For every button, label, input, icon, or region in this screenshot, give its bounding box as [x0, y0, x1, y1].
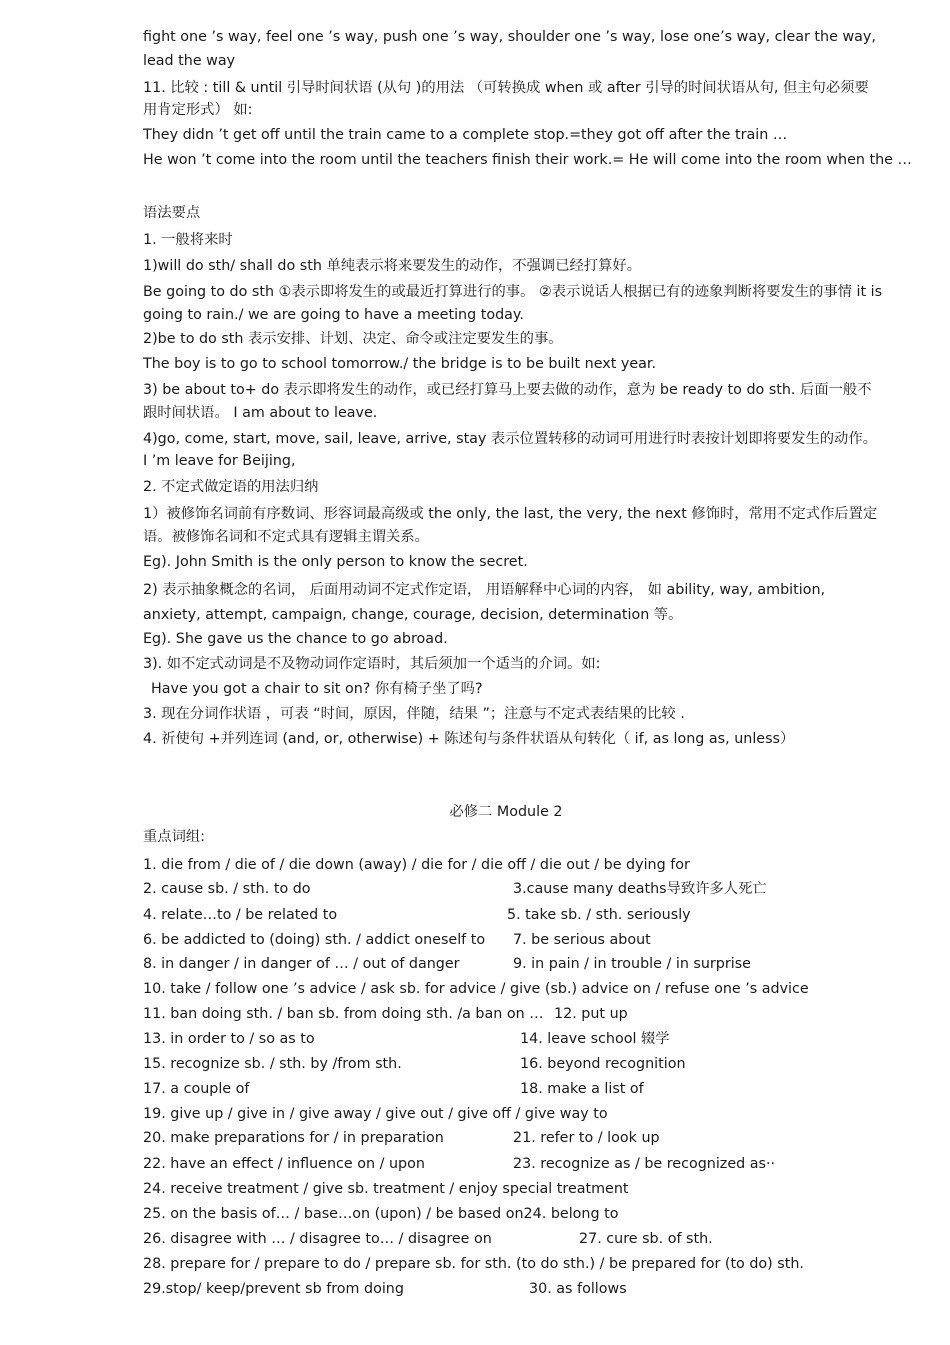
- phrase-row-22-23: [143, 1155, 883, 1173]
- phrase-6: 6. be addicted to (doing) sth. / addict oneself to: [143, 932, 486, 948]
- phrase-22: 22. have an effect / influence on / upon: [143, 1156, 425, 1172]
- phrase-24: 24. receive treatment / give sb. treatment / enjoy special treatment: [143, 1181, 629, 1197]
- imperative-conversion: 4. 祈使句 +并列连词 (and, or, otherwise) + 陈述句与条件状语从句转化（ if, as long as, unless）: [143, 731, 795, 747]
- future-tense-be-going-to: Be going to do sth ①表示即将发生的或最近打算进行的事。 ②表示说话人根据已有的迹象判断将要发生的事情 it is going to rain./ we are going to have a meeting today.: [143, 284, 883, 323]
- phrase-26: 26. disagree with … / disagree to… / disagree on: [143, 1231, 492, 1247]
- phrase-row-4-5: [143, 906, 883, 924]
- module-title: 必修二 Module 2: [449, 804, 563, 820]
- phrases-heading: 重点词组:: [143, 829, 206, 845]
- phrase-row-26-27: [143, 1230, 883, 1248]
- phrase-2: 2. cause sb. / sth. to do: [143, 881, 311, 897]
- phrase-20: 20. make preparations for / in preparation: [143, 1130, 444, 1146]
- phrase-14: 14. leave school 辍学: [520, 1031, 670, 1047]
- phrase-28: 28. prepare for / prepare to do / prepare sb. for sth. (to do sth.) / be prepared for (to do) sth.: [143, 1256, 804, 1272]
- infinitive-rule-3: 3). 如不定式动词是不及物动词作定语时，其后须加一个适当的介词。如:: [143, 656, 601, 672]
- item-11-till-until: 11. 比较 : till & until 引导时间状语 (从句 )的用法 （可转换成 when 或 after 引导的时间状语从句, 但主句必须要用肯定形式） 如:: [143, 80, 869, 118]
- example-sentence-2: He won ’t come into the room until the teachers finish their work.= He will come into the room when the …: [143, 152, 912, 168]
- phrase-21: 21. refer to / look up: [513, 1130, 660, 1146]
- phrase-row-6-7: [143, 931, 883, 949]
- phrase-row-15-16: [143, 1055, 883, 1073]
- phrase-row-17-18: [143, 1080, 883, 1098]
- phrase-30: 30. as follows: [529, 1281, 627, 1297]
- phrase-12: 12. put up: [554, 1006, 628, 1022]
- future-tense-title: 1. 一般将来时: [143, 232, 233, 248]
- future-tense-be-about-to: 3) be about to+ do 表示即将发生的动作，或已经打算马上要去做的动作，意为 be ready to do sth. 后面一般不跟时间状语。 I am about to leave.: [143, 382, 872, 421]
- way-phrases-line: fight one ’s way, feel one ’s way, push one ’s way, shoulder one ’s way, lose one’s way, clear the way, lead the way: [143, 29, 876, 69]
- future-tense-will: 1)will do sth/ shall do sth 单纯表示将来要发生的动作，不强调已经打算好。: [143, 258, 641, 274]
- infinitive-example-1: Eg). John Smith is the only person to know the secret.: [143, 554, 528, 570]
- future-tense-be-to: 2)be to do sth 表示安排、计划、决定、命令或注定要发生的事。: [143, 331, 563, 347]
- phrase-8: 8. in danger / in danger of … / out of danger: [143, 956, 460, 972]
- phrase-row-2-3: [143, 880, 883, 898]
- phrase-9: 9. in pain / in trouble / in surprise: [513, 956, 751, 972]
- phrase-13: 13. in order to / so as to: [143, 1031, 315, 1047]
- infinitive-example-3: Have you got a chair to sit on? 你有椅子坐了吗?: [151, 681, 483, 697]
- grammar-heading: 语法要点: [143, 205, 201, 221]
- phrase-19: 19. give up / give in / give away / give out / give off / give way to: [143, 1106, 608, 1122]
- phrase-23: 23. recognize as / be recognized as··: [513, 1156, 776, 1172]
- phrase-11: 11. ban doing sth. / ban sb. from doing sth. /a ban on …: [143, 1006, 544, 1022]
- phrase-row-13-14: [143, 1030, 883, 1048]
- phrase-10: 10. take / follow one ’s advice / ask sb. for advice / give (sb.) advice on / refuse one ’s advice: [143, 981, 809, 997]
- phrase-5: 5. take sb. / sth. seriously: [507, 907, 691, 923]
- phrase-16: 16. beyond recognition: [520, 1056, 686, 1072]
- infinitive-title: 2. 不定式做定语的用法归纳: [143, 479, 319, 495]
- phrase-15: 15. recognize sb. / sth. by /from sth.: [143, 1056, 402, 1072]
- phrase-row-8-9: [143, 955, 883, 973]
- phrase-29: 29.stop/ keep/prevent sb from doing: [143, 1281, 404, 1297]
- phrase-row-29-30: [143, 1280, 883, 1298]
- phrase-4: 4. relate…to / be related to: [143, 907, 338, 923]
- phrase-1: 1. die from / die of / die down (away) / die for / die off / die out / be dying for: [143, 857, 690, 873]
- document-page: [143, 28, 912, 1298]
- participle-adverbial: 3. 现在分词作状语 ，可表 “时间，原因，伴随，结果 ”；注意与不定式表结果的比较 .: [143, 706, 685, 722]
- phrase-row-20-21: [143, 1129, 883, 1147]
- phrase-27: 27. cure sb. of sth.: [579, 1231, 713, 1247]
- phrase-18: 18. make a list of: [520, 1081, 644, 1097]
- phrase-17: 17. a couple of: [143, 1081, 250, 1097]
- phrase-3: 3.cause many deaths导致许多人死亡: [513, 881, 767, 897]
- future-tense-motion-verbs: 4)go, come, start, move, sail, leave, arrive, stay 表示位置转移的动词可用进行时表按计划即将要发生的动作。 I ’m leave for Beijing,: [143, 431, 877, 469]
- phrase-row-11-12: [143, 1005, 883, 1023]
- phrase-25: 25. on the basis of… / base…on (upon) / be based on24. belong to: [143, 1206, 619, 1222]
- future-tense-example: The boy is to go to school tomorrow./ the bridge is to be built next year.: [143, 356, 656, 372]
- example-sentence-1: They didn ’t get off until the train came to a complete stop.=they got off after the train …: [143, 127, 788, 143]
- infinitive-rule-2: 2) 表示抽象概念的名词， 后面用动词不定式作定语， 用语解释中心词的内容， 如 ability, way, ambition, anxiety, attempt, campaign, change, courage, decision, determination 等。: [143, 582, 826, 623]
- phrase-7: 7. be serious about: [513, 932, 651, 948]
- infinitive-example-2: Eg). She gave us the chance to go abroad.: [143, 631, 448, 647]
- infinitive-rule-1: 1）被修饰名词前有序数词、形容词最高级或 the only, the last, the very, the next 修饰时，常用不定式作后置定语。被修饰名词和不定式具有逻辑主谓关系。: [143, 506, 878, 545]
